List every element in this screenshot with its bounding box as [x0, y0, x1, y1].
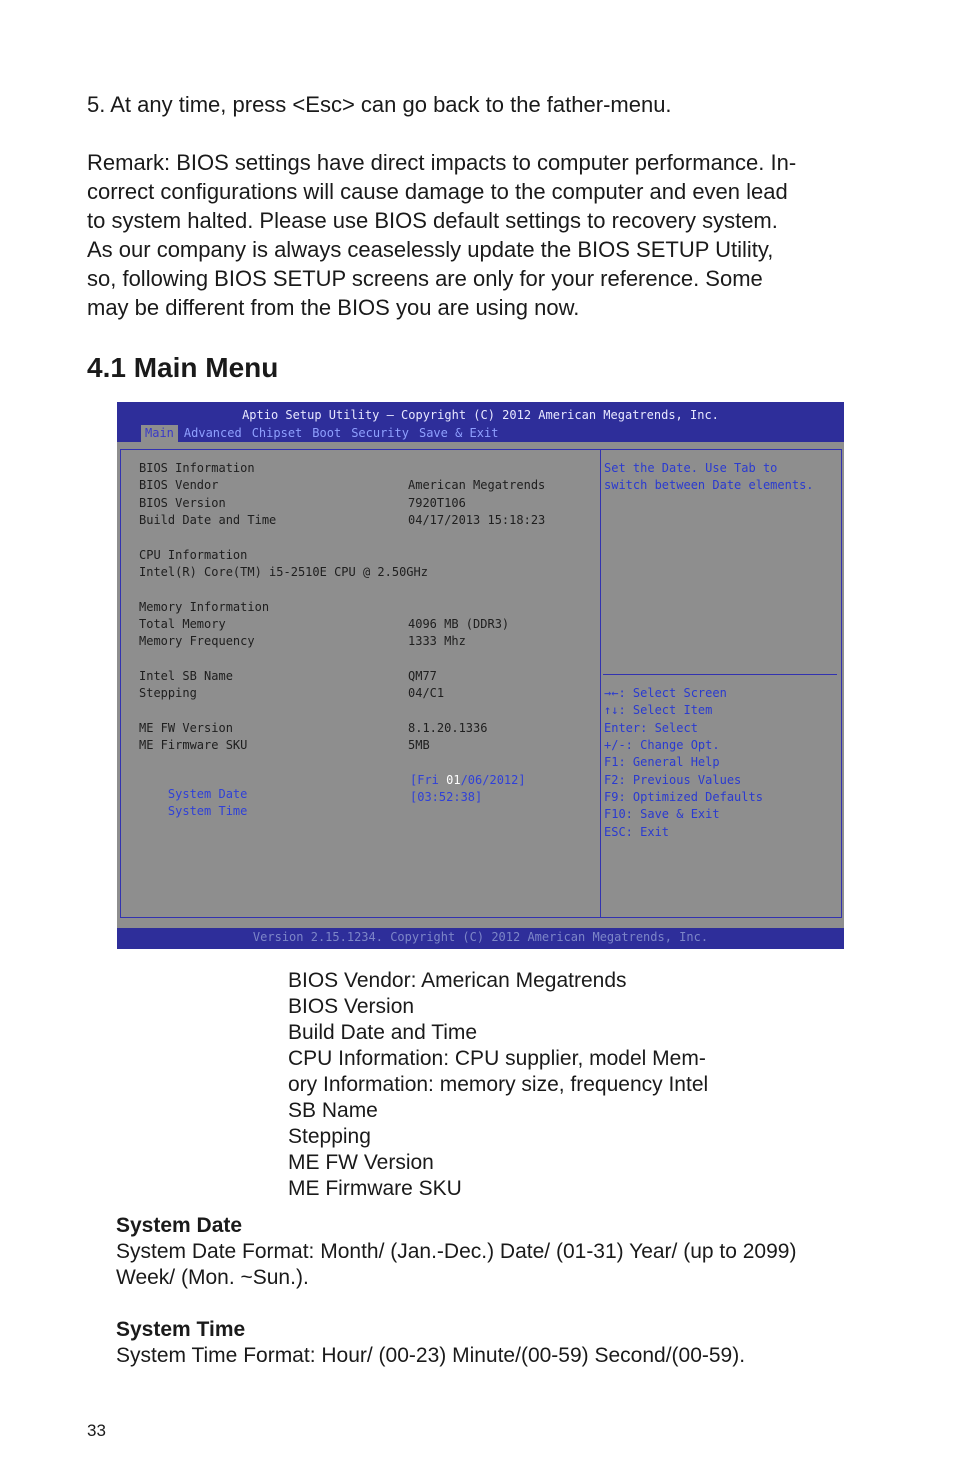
help-panel-divider [603, 674, 837, 675]
remark-line: to system halted. Please use BIOS default settings to recovery system. [87, 208, 778, 233]
tab-save-exit[interactable]: Save & Exit [418, 426, 499, 440]
tab-chipset[interactable]: Chipset [251, 426, 303, 440]
description-line: BIOS Vendor: American Megatrends [288, 969, 627, 992]
system-time-title: System Time [116, 1318, 246, 1341]
page-number: 33 [87, 1421, 106, 1440]
key-hint: F2: Previous Values [604, 773, 742, 787]
total-memory-row: Total Memory 4096 MB (DDR3) [139, 617, 510, 631]
stepping-row: Stepping 04/C1 [139, 686, 445, 700]
remark-line: As our company is always ceaselessly update the BIOS SETUP Utility, [87, 237, 774, 262]
key-hint: F1: General Help [604, 755, 720, 769]
system-date-setting[interactable]: System Date [Fri 01/06/2012] [167, 773, 526, 801]
tab-security[interactable]: Security [351, 426, 409, 440]
step-5-text: 5. At any time, press <Esc> can go back to the father-menu. [87, 92, 672, 117]
memory-information-header: Memory Information [139, 600, 270, 614]
build-date-row: Build Date and Time 04/17/2013 15:18:23 [139, 513, 546, 527]
field-description-list [288, 968, 708, 1202]
help-text-line: Set the Date. Use Tab to [604, 461, 778, 475]
remark-line: so, following BIOS SETUP screens are only for your reference. Some [87, 266, 763, 291]
system-time-section [116, 1317, 745, 1369]
key-hint: ESC: Exit [604, 825, 670, 839]
description-line: ME FW Version [288, 1151, 434, 1174]
tab-boot[interactable]: Boot [312, 426, 342, 440]
cpu-information-header: CPU Information [139, 548, 248, 562]
section-heading: 4.1 Main Menu [87, 352, 279, 383]
key-hint: →←: Select Screen [604, 686, 727, 700]
system-time-text: System Time Format: Hour/ (00-23) Minute/(00-59) Second/(00-59). [116, 1344, 746, 1367]
bios-footer-text: Version 2.15.1234. Copyright (C) 2012 American Megatrends, Inc. [252, 930, 709, 944]
bios-screenshot [117, 402, 844, 949]
system-date-section [116, 1213, 796, 1291]
description-line: Build Date and Time [288, 1021, 478, 1044]
key-hint: F9: Optimized Defaults [604, 790, 763, 804]
cpu-model-row: Intel(R) Core(TM) i5-2510E CPU @ 2.50GHz [139, 565, 428, 579]
description-line: BIOS Version [288, 995, 415, 1018]
help-text-line: switch between Date elements. [604, 478, 814, 492]
key-hint: Enter: Select [604, 721, 698, 735]
key-hint: ↑↓: Select Item [604, 703, 713, 717]
remark-paragraph [87, 148, 796, 322]
tab-advanced[interactable]: Advanced [183, 426, 242, 440]
me-fw-version-row: ME FW Version 8.1.20.1336 [139, 721, 488, 735]
key-hint: F10: Save & Exit [604, 807, 720, 821]
bios-vendor-row: BIOS Vendor American Megatrends [139, 478, 546, 492]
remark-line: may be different from the BIOS you are using now. [87, 295, 580, 320]
description-line: Stepping [288, 1125, 371, 1148]
bios-tab-bar [141, 425, 504, 442]
system-date-text: System Date Format: Month/ (Jan.-Dec.) Date/ (01-31) Year/ (up to 2099) [116, 1240, 797, 1263]
system-date-title: System Date [116, 1214, 243, 1237]
remark-line: Remark: BIOS settings have direct impacts to computer performance. In- [87, 150, 797, 175]
system-date-text: Week/ (Mon. ~Sun.). [116, 1266, 309, 1289]
sb-name-row: Intel SB Name QM77 [139, 669, 437, 683]
me-firmware-sku-row: ME Firmware SKU 5MB [139, 738, 430, 752]
description-line: CPU Information: CPU supplier, model Mem- [288, 1047, 706, 1070]
key-hint: +/-: Change Opt. [604, 738, 720, 752]
system-time-setting[interactable]: System Time [03:52:38] [167, 790, 483, 818]
description-line: SB Name [288, 1099, 378, 1122]
tab-main[interactable]: Main [141, 425, 178, 442]
memory-frequency-row: Memory Frequency 1333 Mhz [139, 634, 466, 648]
bios-title: Aptio Setup Utility – Copyright (C) 2012 American Megatrends, Inc. [242, 408, 719, 422]
bios-information-header: BIOS Information [139, 461, 255, 475]
remark-line: correct configurations will cause damage to the computer and even lead [87, 179, 788, 204]
bios-help-panel [600, 449, 842, 918]
bios-version-row: BIOS Version 7920T106 [139, 496, 466, 510]
description-line: ory Information: memory size, frequency Intel [288, 1073, 709, 1096]
description-line: ME Firmware SKU [288, 1177, 462, 1200]
